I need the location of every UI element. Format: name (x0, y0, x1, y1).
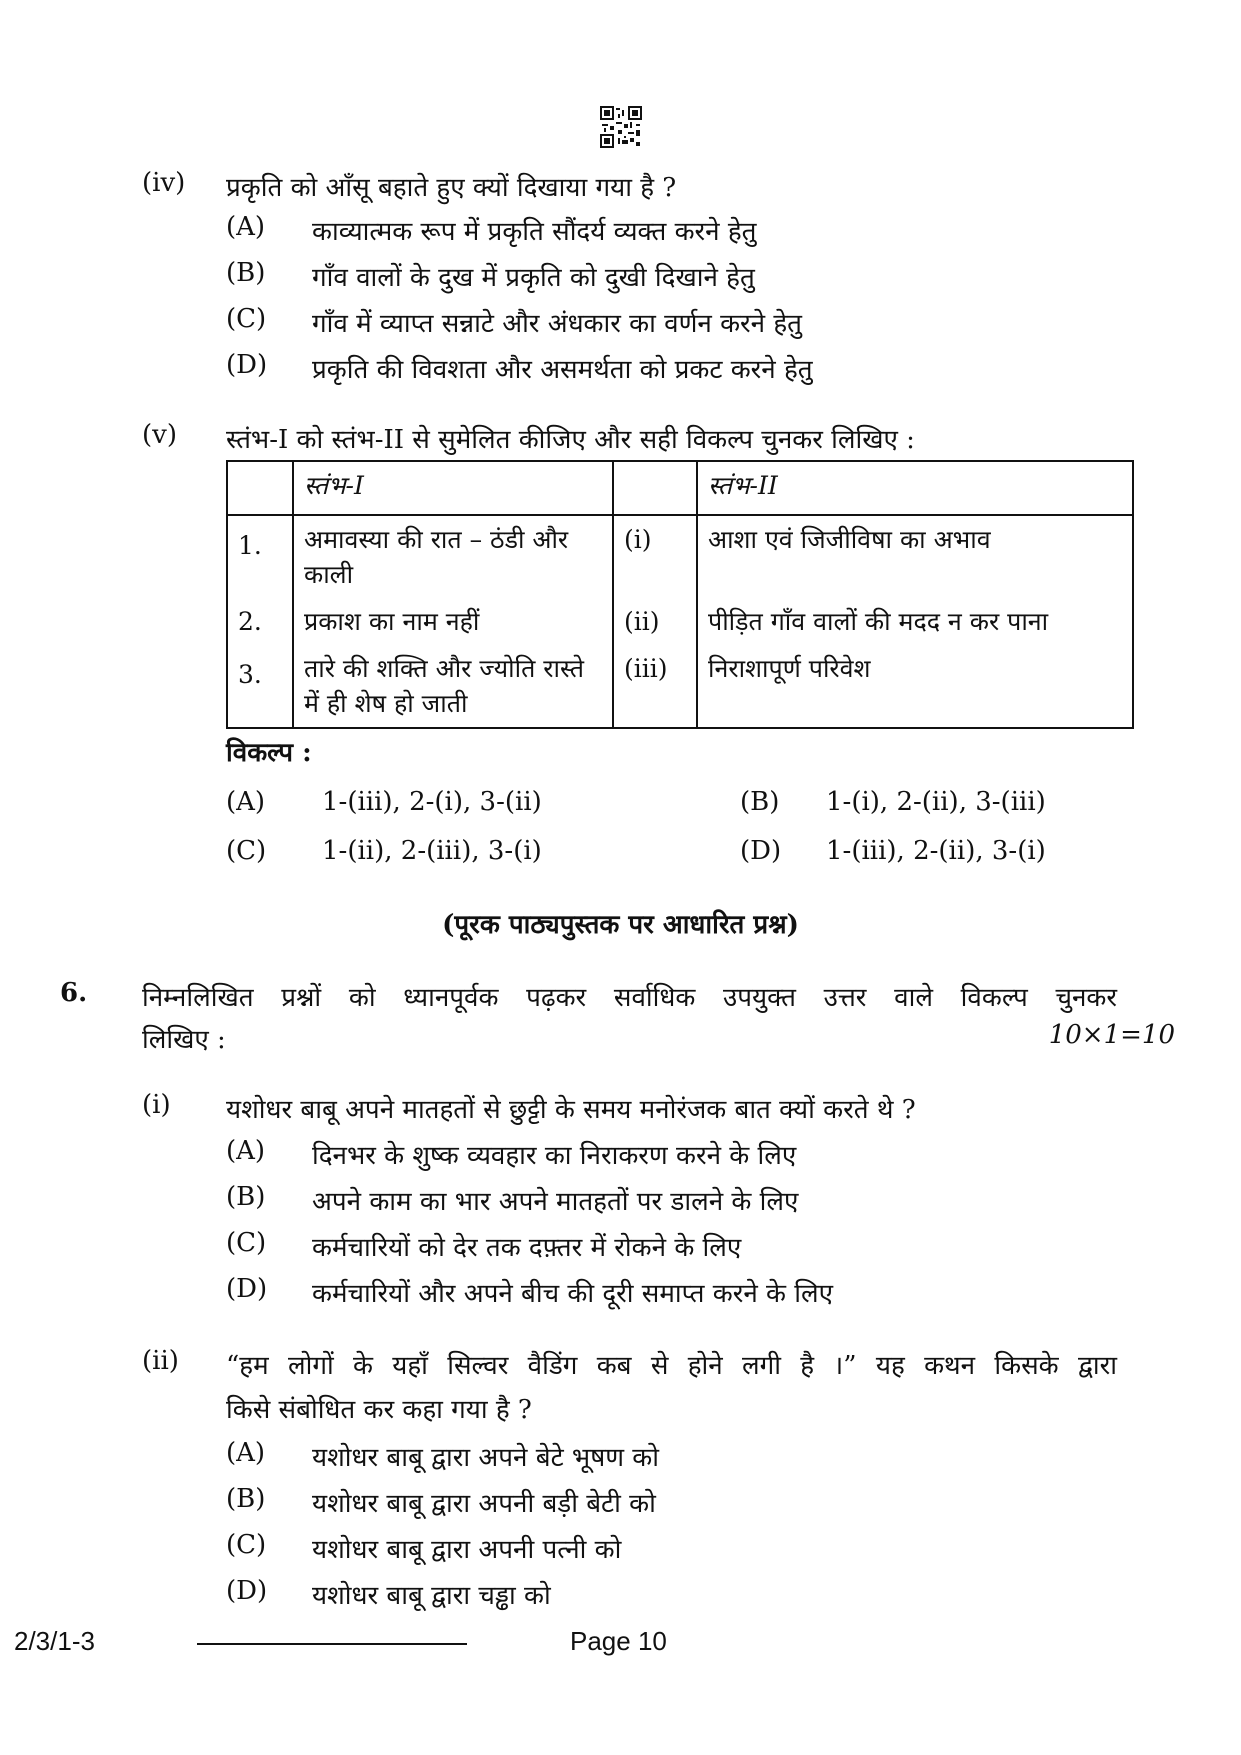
qr-code-icon (600, 106, 642, 148)
option-letter: (B) (740, 787, 780, 817)
option-letter: (B) (226, 1182, 266, 1212)
option-text: कर्मचारियों और अपने बीच की दूरी समाप्त करने के लिए (312, 1279, 834, 1309)
options-label: विकल्प : (226, 738, 312, 768)
option-text: दिनभर के शुष्क व्यवहार का निराकरण करने के लिए (312, 1141, 797, 1171)
option-letter: (C) (226, 1530, 267, 1560)
option-text: 1-(iii), 2-(ii), 3-(i) (826, 836, 1046, 866)
option-text: गाँव वालों के दुख में प्रकृति को दुखी दिखाने हेतु (312, 263, 755, 293)
table-row (227, 598, 1133, 645)
question-number: 6. (60, 978, 88, 1008)
right-item: आशा एवं जिजीविषा का अभाव (697, 515, 1133, 598)
table-row (227, 645, 1133, 728)
matching-table (226, 460, 1134, 729)
table-cell (613, 461, 697, 515)
question-number: (ii) (142, 1346, 179, 1376)
table-header-row (227, 461, 1133, 515)
column-2-header: स्तंभ-II (697, 461, 1133, 515)
option-letter: (A) (226, 1438, 266, 1468)
question-text: “हम लोगों के यहाँ सिल्वर वैडिंग कब से होने लगी है ।” यह कथन किसके द्वारा (226, 1351, 1117, 1381)
option-letter: (C) (226, 836, 267, 866)
paper-code: 2/3/1-3 (14, 1626, 95, 1656)
right-number: (i) (613, 515, 697, 598)
question-instruction: निम्नलिखित प्रश्नों को ध्यानपूर्वक पढ़कर सर्वाधिक उपयुक्त उत्तर वाले विकल्प चुनकर (142, 983, 1117, 1013)
right-number: (ii) (613, 598, 697, 645)
row-number: 2. (227, 598, 293, 645)
left-item: तारे की शक्ति और ज्योति रास्ते में ही शेष हो जाती (293, 645, 613, 728)
option-text: 1-(i), 2-(ii), 3-(iii) (826, 787, 1046, 817)
footer-divider (197, 1643, 467, 1645)
option-letter: (C) (226, 1228, 267, 1258)
row-number: 3. (227, 645, 293, 728)
left-item: अमावस्या की रात – ठंडी और काली (293, 515, 613, 598)
page-number: Page 10 (570, 1626, 667, 1656)
question-number: (v) (142, 420, 177, 450)
table-row (227, 515, 1133, 598)
question-number: (i) (142, 1090, 171, 1120)
question-text: यशोधर बाबू अपने मातहतों से छुट्टी के समय मनोरंजक बात क्यों करते थे ? (226, 1095, 916, 1125)
right-number: (iii) (613, 645, 697, 728)
section-heading: (पूरक पाठ्यपुस्तक पर आधारित प्रश्न) (442, 910, 799, 940)
option-text: यशोधर बाबू द्वारा अपने बेटे भूषण को (312, 1443, 660, 1473)
option-text: गाँव में व्याप्त सन्नाटे और अंधकार का वर्णन करने हेतु (312, 309, 802, 339)
right-item: पीड़ित गाँव वालों की मदद न कर पाना (697, 598, 1133, 645)
option-text: यशोधर बाबू द्वारा चड्ढा को (312, 1581, 551, 1611)
table-cell (227, 461, 293, 515)
option-text: प्रकृति की विवशता और असमर्थता को प्रकट करने हेतु (312, 355, 813, 385)
marks: 10×1=10 (1048, 1020, 1175, 1050)
option-letter: (D) (226, 350, 268, 380)
option-letter: (D) (226, 1576, 268, 1606)
option-text: 1-(iii), 2-(i), 3-(ii) (322, 787, 542, 817)
option-letter: (D) (226, 1274, 268, 1304)
option-text: 1-(ii), 2-(iii), 3-(i) (322, 836, 542, 866)
question-number: (iv) (142, 168, 186, 198)
column-1-header: स्तंभ-I (293, 461, 613, 515)
question-text: स्तंभ-I को स्तंभ-II से सुमेलित कीजिए और सही विकल्प चुनकर लिखिए : (226, 425, 915, 455)
option-letter: (B) (226, 258, 266, 288)
option-text: यशोधर बाबू द्वारा अपनी पत्नी को (312, 1535, 622, 1565)
option-letter: (A) (226, 787, 266, 817)
option-text: काव्यात्मक रूप में प्रकृति सौंदर्य व्यक्त करने हेतु (312, 217, 757, 247)
option-letter: (A) (226, 1136, 266, 1166)
right-item: निराशापूर्ण परिवेश (697, 645, 1133, 728)
question-text: प्रकृति को आँसू बहाते हुए क्यों दिखाया गया है ? (226, 173, 677, 203)
option-letter: (B) (226, 1484, 266, 1514)
option-text: कर्मचारियों को देर तक दफ़्तर में रोकने के लिए (312, 1233, 742, 1263)
question-text-continued: किसे संबोधित कर कहा गया है ? (226, 1395, 532, 1425)
question-instruction-continued: लिखिए : (142, 1025, 226, 1055)
option-letter: (C) (226, 304, 267, 334)
option-letter: (D) (740, 836, 782, 866)
option-text: यशोधर बाबू द्वारा अपनी बड़ी बेटी को (312, 1489, 656, 1519)
row-number: 1. (227, 515, 293, 598)
option-letter: (A) (226, 212, 266, 242)
left-item: प्रकाश का नाम नहीं (293, 598, 613, 645)
option-text: अपने काम का भार अपने मातहतों पर डालने के लिए (312, 1187, 799, 1217)
